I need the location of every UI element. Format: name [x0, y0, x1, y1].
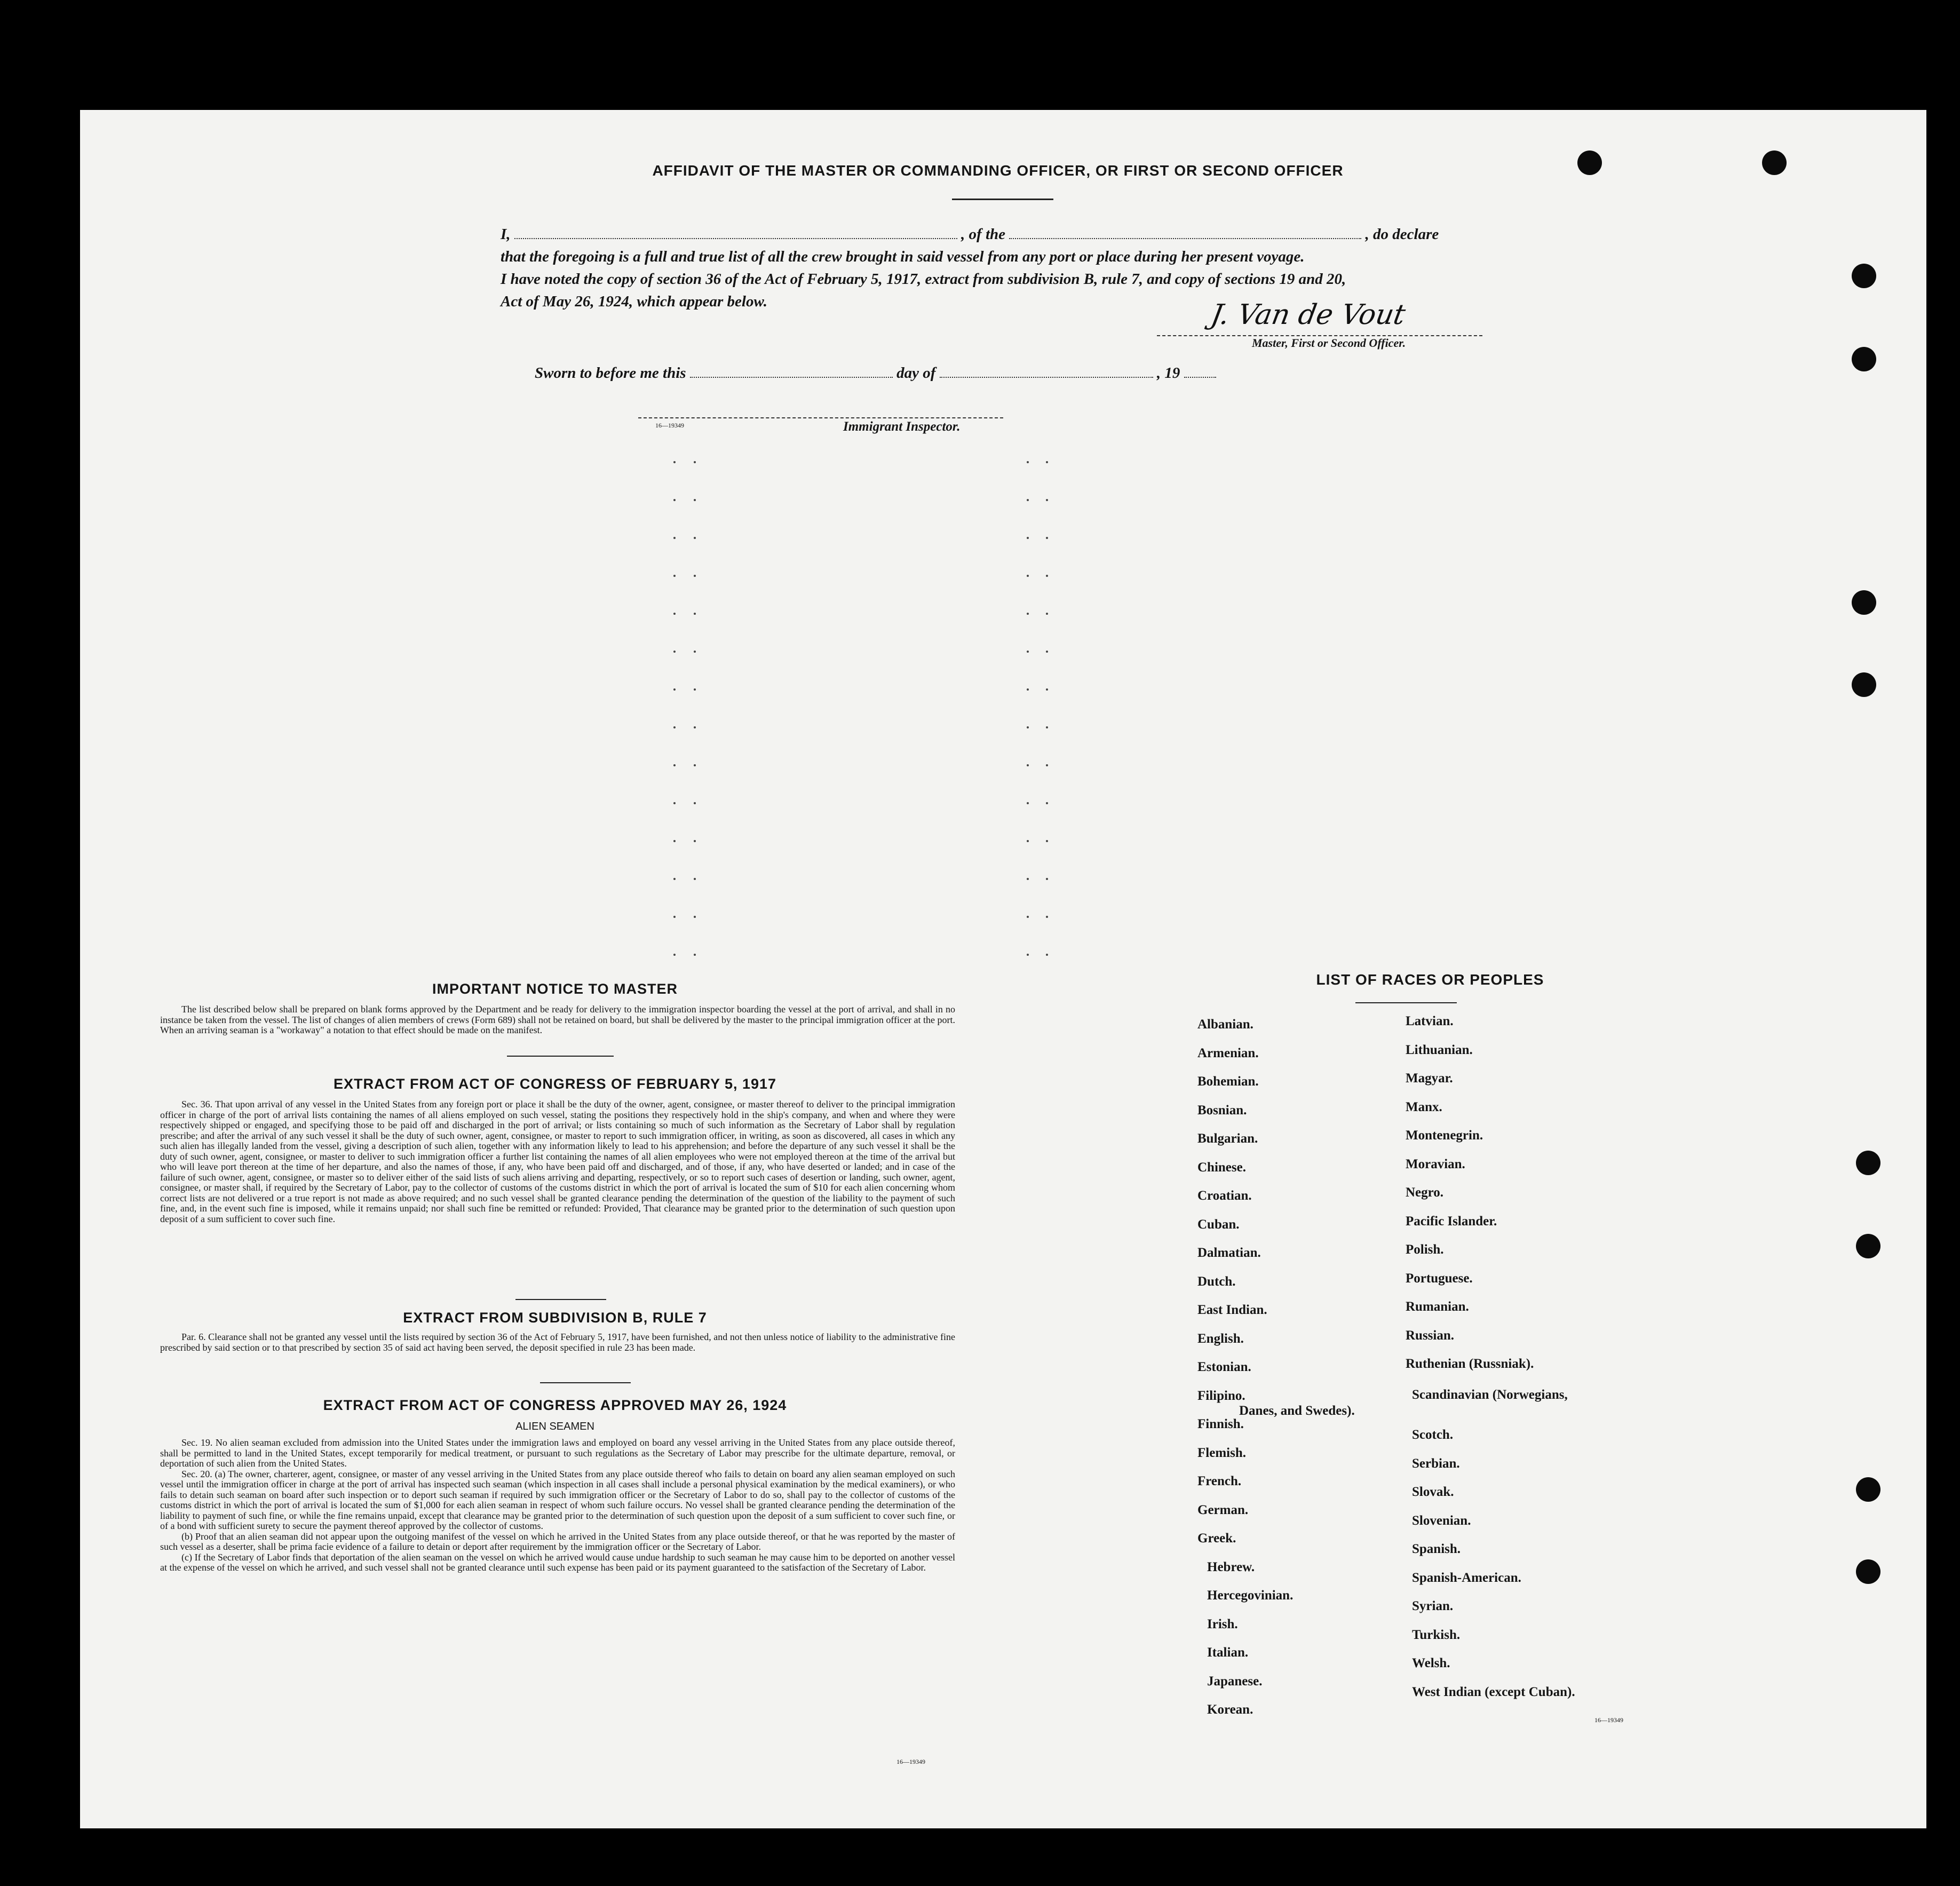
- race-item: Portuguese.: [1406, 1271, 1473, 1286]
- affidavit-i-label: I,: [501, 226, 511, 243]
- par-6-paragraph: Par. 6. Clearance shall not be granted any vessel until the lists required by section 36 of the Act of February 5, 1917, have been furnished, and not then unless notice of liability to the administrative fine prescribed by said section or to that prescribed by section 35 of said act having been served, the deposit specified in rule 23 has been made.: [160, 1332, 955, 1353]
- race-item: Magyar.: [1406, 1071, 1453, 1085]
- race-item: Flemish.: [1197, 1445, 1246, 1460]
- notice-text: [160, 1004, 955, 1036]
- race-item: German.: [1197, 1502, 1249, 1517]
- race-item: Cuban.: [1197, 1217, 1240, 1232]
- bleed-dot: [673, 688, 676, 691]
- race-item: Dalmatian.: [1197, 1246, 1261, 1260]
- bleed-dot: [1046, 688, 1048, 691]
- extract-1924-text: [160, 1438, 955, 1573]
- affidavit-do-declare: , do declare: [1365, 226, 1439, 243]
- race-item: Filipino.: [1197, 1388, 1245, 1403]
- races-form-number: 16—19349: [1594, 1716, 1623, 1724]
- sec-20b-paragraph: (b) Proof that an alien seaman did not appear upon the outgoing manifest of the vessel on which he arrived in the United States from any place outside thereof, or that he was reported by the master of such vessel as a deserter, shall be prima facie evidence of a failure to detain or deport after requirement by the immigration officer or the Secretary of Labor.: [160, 1531, 955, 1552]
- race-item: Hebrew.: [1207, 1559, 1255, 1574]
- race-item: Pacific Islander.: [1406, 1214, 1497, 1229]
- bleed-dot: [1027, 651, 1029, 653]
- bleed-dot: [1046, 461, 1048, 463]
- bleed-dot: [1027, 613, 1029, 615]
- race-item: Croatian.: [1197, 1188, 1252, 1203]
- bleed-dot: [694, 764, 696, 766]
- bleed-dot: [673, 916, 676, 918]
- inspector-caption: Immigrant Inspector.: [843, 419, 961, 434]
- race-item: Korean.: [1207, 1702, 1253, 1717]
- race-item: Hercegovinian.: [1207, 1588, 1294, 1603]
- race-item: Russian.: [1406, 1328, 1455, 1343]
- race-item: Armenian.: [1197, 1045, 1259, 1060]
- punch-hole: [1852, 347, 1876, 371]
- bleed-dot: [1046, 916, 1048, 918]
- sworn-day-field[interactable]: [690, 363, 893, 378]
- bleed-dot: [1027, 764, 1029, 766]
- race-item: Finnish.: [1197, 1417, 1244, 1431]
- bleed-dot: [1046, 651, 1048, 653]
- race-item: Dutch.: [1197, 1274, 1236, 1289]
- bleed-dot: [1027, 916, 1029, 918]
- race-item: Syrian.: [1412, 1599, 1454, 1613]
- race-item: Latvian.: [1406, 1014, 1454, 1028]
- race-item: Greek.: [1197, 1531, 1236, 1546]
- bleed-dot: [1027, 461, 1029, 463]
- bleed-dot: [694, 537, 696, 539]
- bleed-dot: [1046, 954, 1048, 956]
- race-item: Scotch.: [1412, 1428, 1454, 1442]
- race-item: Manx.: [1406, 1099, 1442, 1114]
- race-item: Serbian.: [1412, 1456, 1460, 1471]
- affidavit-of-the: , of the: [961, 226, 1006, 243]
- race-item: Italian.: [1207, 1645, 1249, 1660]
- bleed-dot: [673, 499, 676, 501]
- race-item: Welsh.: [1412, 1656, 1450, 1670]
- extract-form-number: 16—19349: [896, 1758, 925, 1765]
- race-item: Albanian.: [1197, 1017, 1253, 1032]
- bleed-dot: [673, 764, 676, 766]
- bleed-dot: [673, 726, 676, 728]
- affidavit-line-3: I have noted the copy of section 36 of the Act of February 5, 1917, extract from subdivision B, rule 7, and copy of sections 19 and 20,: [501, 271, 1346, 288]
- race-item: English.: [1197, 1331, 1244, 1346]
- race-item: Turkish.: [1412, 1627, 1461, 1642]
- vessel-name-field[interactable]: [1009, 224, 1361, 239]
- bleed-dot: [1046, 613, 1048, 615]
- divider: [515, 1299, 606, 1300]
- punch-hole: [1762, 150, 1787, 175]
- race-item: French.: [1197, 1474, 1242, 1488]
- race-item: Irish.: [1207, 1616, 1238, 1631]
- punch-hole: [1856, 1559, 1880, 1584]
- bleed-dot: [673, 613, 676, 615]
- notice-paragraph: The list described below shall be prepared on blank forms approved by the Department and be ready for delivery to the immigration inspector boarding the vessel at the port of arrival, and shall in no instance be taken from the vessel. The list of changes of alien members of crews (Form 689) shall not be retained on board, but shall be delivered by the master to the principal immigration officer at the port. When an arriving seaman is a "workaway" a notation to that effect should be made on the manifest.: [160, 1004, 955, 1035]
- bleed-dot: [1027, 575, 1029, 577]
- notice-title: IMPORTANT NOTICE TO MASTER: [432, 981, 678, 997]
- bleed-dot: [1027, 726, 1029, 728]
- bleed-dot: [1027, 954, 1029, 956]
- bleed-dot: [673, 954, 676, 956]
- sec-20a-paragraph: Sec. 20. (a) The owner, charterer, agent, consignee, or master of any vessel arriving in the United States from any place outside thereof who fails to detain on board any alien seaman employed on such vessel until the immigration officer in charge at the port of arrival has inspected such seaman (which inspection in all cases shall include a personal physical examination by the medical examiners), or who fails to detain such seaman on board after such inspection or to deport such seaman if required by such immigration officer or the Secretary of Labor to do so, shall pay to the collector of customs of the customs district in which the port of arrival is located the sum of $1,000 for each alien seaman in respect of whom such failure occurs. No vessel shall be granted clearance pending the determination of the liability to payment of such fine, or while the fine remains unpaid, except that clearance may be granted prior to the determination of such question upon the deposit of a sum sufficient to cover such fine, or of a bond with sufficient surety to secure the payment thereof approved by the collector of customs.: [160, 1468, 955, 1531]
- extract-1917-title: EXTRACT FROM ACT OF CONGRESS OF FEBRUARY 5, 1917: [333, 1076, 777, 1092]
- divider: [1355, 1002, 1457, 1003]
- extract-1924-title: EXTRACT FROM ACT OF CONGRESS APPROVED MAY 26, 1924: [323, 1397, 787, 1413]
- affidavit-form-number: 16—19349: [655, 422, 684, 429]
- bleed-dot: [694, 575, 696, 577]
- race-item: Ruthenian (Russniak).: [1406, 1357, 1534, 1371]
- punch-hole: [1852, 590, 1876, 615]
- sworn-year-field[interactable]: [1184, 363, 1216, 378]
- race-item: Danes, and Swedes).: [1239, 1403, 1355, 1418]
- punch-hole: [1852, 264, 1876, 288]
- sworn-month-field[interactable]: [940, 363, 1153, 378]
- sec-20c-paragraph: (c) If the Secretary of Labor finds that deportation of the alien seaman on the vessel on which he arrived would cause undue hardship to such seaman he may cause him to be deported on another vessel at the expense of the vessel on which he arrived, and such vessel shall not be granted clearance until such expense has been paid or its payment guaranteed to the satisfaction of the Secretary of Labor.: [160, 1551, 955, 1573]
- bleed-dot: [694, 840, 696, 842]
- bleed-dot: [694, 726, 696, 728]
- master-signature: J. Van de Vout: [1208, 299, 1408, 331]
- punch-hole: [1856, 1234, 1880, 1258]
- divider: [540, 1382, 631, 1383]
- bleed-dot: [1027, 840, 1029, 842]
- race-item: Slovenian.: [1412, 1513, 1471, 1528]
- affidavit-line-2: that the foregoing is a full and true list of all the crew brought in said vessel from any port or place during her present voyage.: [501, 248, 1305, 265]
- bleed-dot: [1027, 878, 1029, 880]
- inspector-signature-line: [638, 416, 1003, 418]
- bleed-dot: [694, 499, 696, 501]
- bleed-dot: [1046, 499, 1048, 501]
- bleed-dot: [1027, 537, 1029, 539]
- bleed-dot: [694, 802, 696, 804]
- sec-19-paragraph: Sec. 19. No alien seaman excluded from admission into the United States under the immigration laws and employed on board any vessel arriving in the United States from any place outside thereof, shall be permitted to land in the United States, except temporarily for medical treatment, or pursuant to such regulations as the Secretary of Labor may prescribe for the ultimate departure, removal, or deportation of such alien from the United States.: [160, 1437, 955, 1469]
- divider: [952, 199, 1053, 200]
- affidavit-declaration: [501, 223, 1584, 313]
- race-item: Scandinavian (Norwegians,: [1412, 1387, 1568, 1402]
- sworn-label: Sworn to before me this: [535, 364, 686, 382]
- bleed-dot: [1046, 802, 1048, 804]
- bleed-dot: [673, 802, 676, 804]
- year-prefix: , 19: [1156, 364, 1180, 382]
- sec-36-paragraph: Sec. 36. That upon arrival of any vessel in the United States from any foreign port or place it shall be the duty of the owner, agent, consignee, or master thereof to deliver to the principal immigration officer in charge of the port of arrival lists containing the names of all aliens employed on such vessel, stating the positions they respectively hold in the ship's company, and when and where they were respectively shipped or engaged, and specifying those to be paid off and discharged in the port of arrival; or lists containing so much of such information as the Secretary of Labor shall by regulation prescribe; and after the arrival of any such vessel it shall be the duty of such owner, agent, consignee, or master to report to such immigration officer, in writing, as soon as discovered, all cases in which any such alien has illegally landed from the vessel, giving a description of such alien, together with any information likely to lead to his apprehension; and before the departure of any such vessel it shall be the duty of such owner, agent, consignee, or master to deliver to such immigration officer a further list containing the names of all alien employees who were not employed thereon at the time of the arrival but who will leave port thereon at the time of her departure, and also the names of those, if any, who have been paid off and discharged, and of those, if any, who have deserted or landed; and in case of the failure of such owner, agent, consignee, or master so to deliver either of the said lists of such aliens arriving and departing, respectively, or so to report such cases of desertion or landing, such owner, agent, consignee, or master shall, if required by the Secretary of Labor, pay to the collector of customs of the customs district in which the port of arrival is located the sum of $10 for each alien concerning whom correct lists are not delivered or a true report is not made as above required; and no such vessel shall be granted clearance pending the determination of the question of the liability to the payment of such fine, and, in the event such fine is imposed, while it remains unpaid; nor shall such fine be remitted or refunded: Provided, That clearance may be granted prior to the determination of such question upon deposit of a sum sufficient to cover such fine.: [160, 1099, 955, 1224]
- bleed-dot: [673, 461, 676, 463]
- race-item: Negro.: [1406, 1185, 1444, 1200]
- bleed-dot: [694, 688, 696, 691]
- bleed-dot: [1046, 575, 1048, 577]
- punch-hole: [1852, 672, 1876, 697]
- races-title: LIST OF RACES OR PEOPLES: [1316, 971, 1544, 988]
- bleed-dot: [673, 575, 676, 577]
- bleed-dot: [1046, 878, 1048, 880]
- race-item: Polish.: [1406, 1242, 1444, 1257]
- race-item: Lithuanian.: [1406, 1042, 1473, 1057]
- race-item: Moravian.: [1406, 1156, 1465, 1171]
- race-item: Japanese.: [1207, 1674, 1263, 1689]
- bleed-dot: [1027, 499, 1029, 501]
- race-item: Spanish-American.: [1412, 1570, 1521, 1585]
- race-item: East Indian.: [1197, 1303, 1267, 1317]
- punch-hole: [1856, 1477, 1880, 1502]
- signature-caption: Master, First or Second Officer.: [1252, 336, 1406, 350]
- bleed-dot: [694, 613, 696, 615]
- bleed-dot: [1046, 764, 1048, 766]
- extract-1917-text: [160, 1099, 955, 1224]
- extract-rule7-title: EXTRACT FROM SUBDIVISION B, RULE 7: [403, 1310, 707, 1326]
- race-item: Bulgarian.: [1197, 1131, 1258, 1146]
- bleed-dot: [673, 878, 676, 880]
- sworn-line: [535, 363, 1216, 382]
- bleed-dot: [673, 840, 676, 842]
- bleed-dot: [673, 651, 676, 653]
- bleed-dot: [694, 461, 696, 463]
- race-item: Rumanian.: [1406, 1299, 1469, 1314]
- race-item: Bosnian.: [1197, 1103, 1247, 1118]
- alien-seamen-subtitle: ALIEN SEAMEN: [515, 1421, 594, 1432]
- bleed-dot: [1027, 688, 1029, 691]
- race-item: Spanish.: [1412, 1542, 1461, 1556]
- bleed-dot: [1046, 840, 1048, 842]
- bleed-dot: [694, 954, 696, 956]
- bleed-dot: [1046, 726, 1048, 728]
- affidavit-title: AFFIDAVIT OF THE MASTER OR COMMANDING OFFICER, OR FIRST OR SECOND OFFICER: [652, 162, 1344, 179]
- bleed-dot: [694, 878, 696, 880]
- race-item: West Indian (except Cuban).: [1412, 1684, 1575, 1699]
- punch-hole: [1856, 1151, 1880, 1175]
- affidavit-line-4: Act of May 26, 1924, which appear below.: [501, 293, 767, 310]
- divider: [507, 1056, 614, 1057]
- race-item: Montenegrin.: [1406, 1128, 1483, 1143]
- race-item: Estonian.: [1197, 1360, 1251, 1374]
- officer-name-field[interactable]: [514, 224, 957, 239]
- bleed-dot: [673, 537, 676, 539]
- document-page: [80, 110, 1926, 1828]
- day-of-label: day of: [896, 364, 936, 382]
- race-item: Slovak.: [1412, 1485, 1454, 1499]
- bleed-dot: [694, 916, 696, 918]
- bleed-dot: [1027, 802, 1029, 804]
- bleed-dot: [694, 651, 696, 653]
- extract-rule7-text: [160, 1332, 955, 1353]
- race-item: Chinese.: [1197, 1160, 1246, 1175]
- race-item: Bohemian.: [1197, 1074, 1259, 1089]
- bleed-dot: [1046, 537, 1048, 539]
